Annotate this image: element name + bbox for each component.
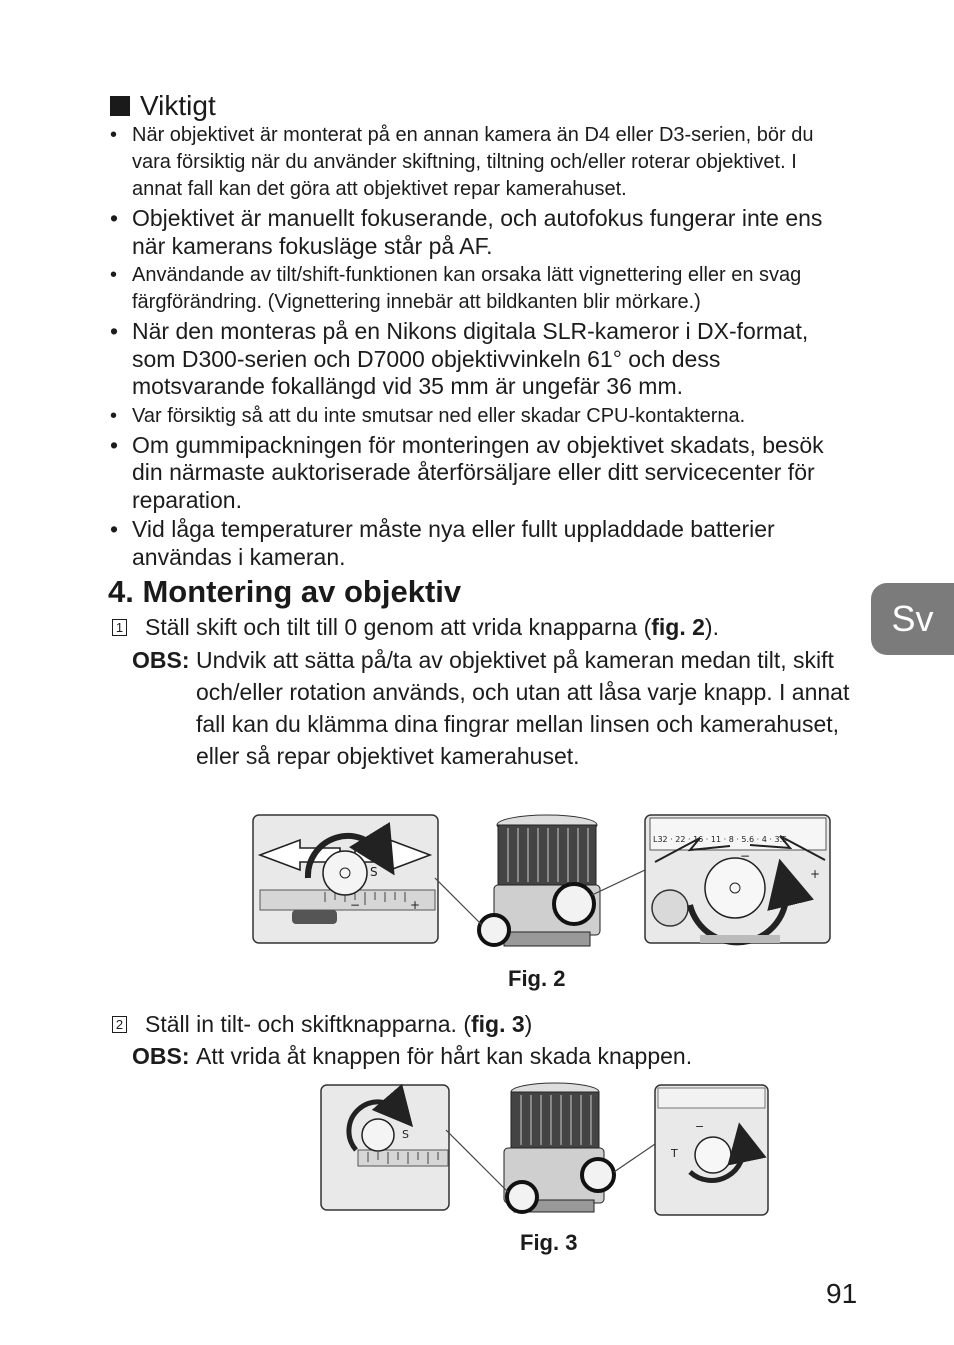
fig-reference: fig. 3 [470, 1011, 525, 1037]
list-item: • Användande av tilt/shift-funktionen kan orsaka lätt vignettering eller en svag färgförändring. (Vignettering innebär att bildkanten blir mörkare.) [110, 264, 802, 313]
page-number: 91 [826, 1278, 858, 1309]
shift-knob-icon [323, 851, 367, 895]
fig-2-caption: Fig. 2 [508, 966, 566, 991]
list-item: • Var försiktig så att du inte smutsar ned eller skadar CPU-kontakterna. [110, 404, 746, 427]
viktigt-title: Viktigt [140, 90, 216, 121]
tilt-knob-icon [695, 1137, 731, 1173]
tilt-mark: T [775, 879, 783, 893]
obs-label: OBS: [132, 1043, 190, 1069]
step-number: 2 [112, 1016, 127, 1033]
obs-text: Att vrida åt knappen för hårt kan skada knappen. [196, 1043, 693, 1069]
shift-knob-icon [362, 1119, 394, 1151]
obs-note-2 [132, 1040, 852, 1072]
list-item: • När objektivet är monterat på en annan kamera än D4 eller D3-serien, bör du vara försiktig när du använder skiftning, tiltning och/eller roterar objektivet. I annat fall kan det göra att objektivet repar kamerahuset. [110, 124, 814, 200]
plus-mark: + [810, 867, 821, 881]
fig-3-caption: Fig. 3 [520, 1230, 578, 1255]
tilt-knob-highlight-icon [582, 1159, 614, 1191]
fig-reference: fig. 2 [651, 614, 705, 640]
shift-knob-highlight-icon [479, 915, 509, 945]
list-item: • Objektivet är manuellt fokuserande, och autofokus fungerar inte ens när kamerans fokusläge står på AF. [110, 205, 823, 259]
square-bullet-icon [110, 96, 130, 116]
shift-mark: S [370, 865, 378, 879]
minus-mark: − [350, 898, 361, 912]
tilt-mark: T [671, 1147, 678, 1160]
viktigt-list [110, 122, 850, 573]
obs-text: Undvik att sätta på/ta av objektivet på kameran medan tilt, skift och/eller rotation används, och utan att låsa varje knapp. I annat fall kan du klämma dina fingrar mellan linsen och kamerahuset, eller så repar objektivet kamerahuset. [196, 647, 850, 769]
shift-mark: S [402, 1128, 409, 1141]
obs-note-1 [132, 644, 852, 772]
section-title: 4. Montering av objektiv [108, 574, 462, 609]
step-2: 2 Ställ in tilt- och skiftknapparna. ( fig. 3 ) [112, 1011, 532, 1038]
viktigt-heading [110, 88, 216, 124]
minus-mark: − [740, 849, 751, 863]
language-tab: Sv [871, 583, 954, 655]
list-item: • Om gummipackningen för monteringen av objektivet skadats, besök din närmaste auktoriserade återförsäljare eller ditt servicecenter för reparation. [110, 431, 824, 513]
obs-label: OBS: [132, 647, 190, 673]
aperture-scale: L32 · 22 · 16 · 11 · 8 · 5.6 · 4 · 3.5 [653, 835, 788, 844]
plus-mark: + [410, 898, 421, 912]
minus-mark: − [695, 1120, 705, 1133]
list-item: • Vid låga temperaturer måste nya eller fullt uppladdade batterier användas i kameran. [110, 516, 775, 570]
step-number: 1 [112, 619, 127, 636]
tilt-knob-highlight-icon [554, 884, 594, 924]
tilt-knob-icon [705, 858, 765, 918]
fig-2-illustration [250, 810, 835, 960]
shift-knob-highlight-icon [507, 1182, 537, 1212]
list-item: • När den monteras på en Nikons digitala SLR-kameror i DX-format, som D300-serien och D7000 objektivvinkeln 61° och dess motsvarande fokallängd vid 35 mm är ungefär 36 mm. [110, 318, 809, 399]
fig-3-illustration [318, 1080, 773, 1220]
step-1: 1 Ställ skift och tilt till 0 genom att vrida knapparna ( fig. 2 ). [112, 614, 719, 641]
